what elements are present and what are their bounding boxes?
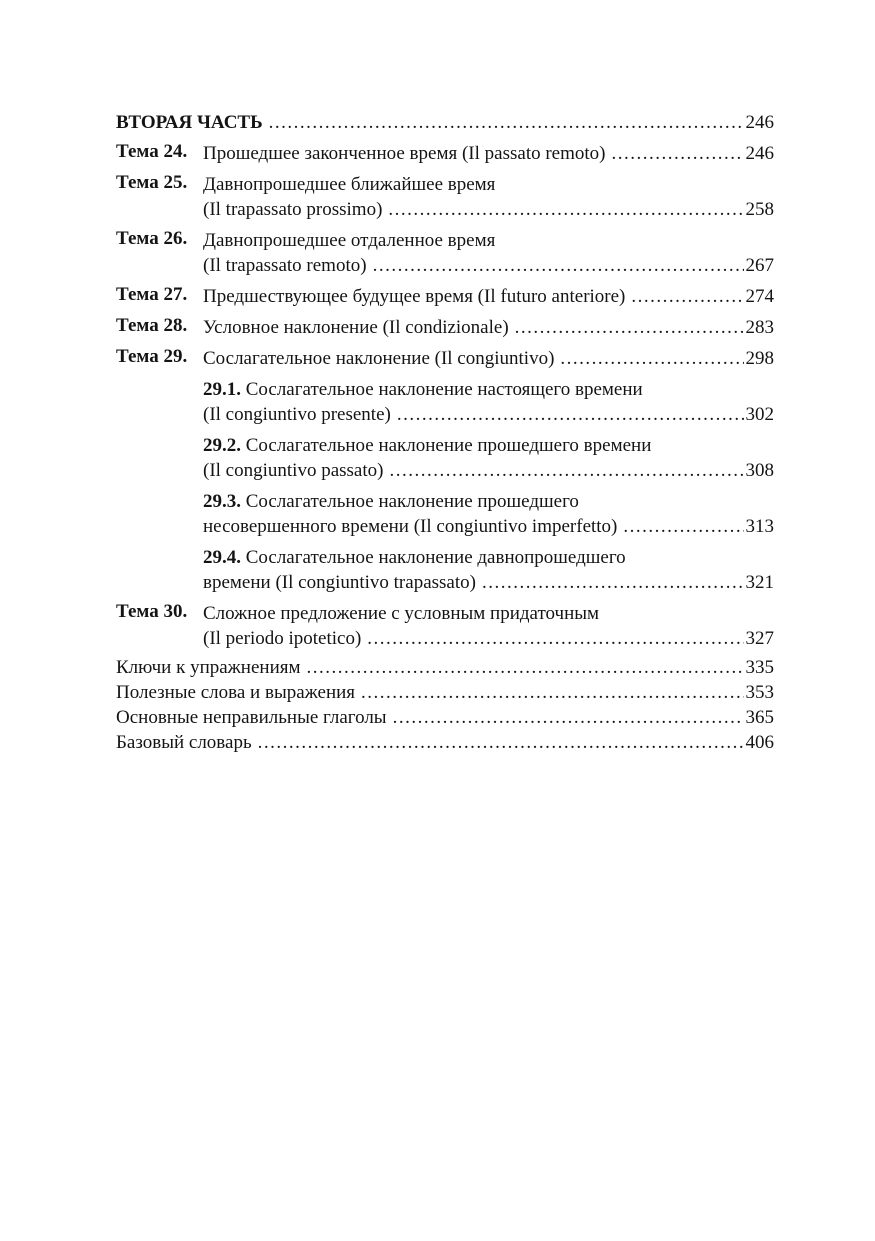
toc-entry-theme-27[interactable] bbox=[116, 284, 774, 309]
page-number: 267 bbox=[745, 255, 774, 276]
theme-label: Тема 30. bbox=[116, 601, 188, 622]
dot-leader bbox=[397, 402, 744, 427]
theme-label: Тема 27. bbox=[116, 284, 188, 305]
page-number: 246 bbox=[745, 143, 774, 164]
toc-subentry-29-1[interactable] bbox=[116, 377, 774, 427]
subtheme-title: Сослагательное наклонение настоящего времени bbox=[245, 379, 643, 400]
subtheme-number: 29.4. bbox=[203, 547, 241, 568]
dot-leader bbox=[258, 730, 744, 755]
page-number: 313 bbox=[745, 516, 774, 537]
theme-title: Предшествующее будущее время (Il futuro anteriore) bbox=[203, 286, 626, 307]
page-number: 246 bbox=[745, 112, 774, 133]
toc-appendix-irregular-verbs[interactable] bbox=[116, 705, 774, 730]
page-number: 274 bbox=[745, 286, 774, 307]
theme-title: Условное наклонение (Il condizionale) bbox=[203, 317, 509, 338]
dot-leader bbox=[612, 141, 744, 166]
subtheme-number: 29.1. bbox=[203, 379, 241, 400]
dot-leader bbox=[389, 458, 743, 483]
theme-title: Прошедшее законченное время (Il passato remoto) bbox=[203, 143, 606, 164]
page-number: 298 bbox=[745, 348, 774, 369]
subtheme-subtitle: (Il congiuntivo presente) bbox=[203, 404, 391, 425]
page-number: 365 bbox=[745, 707, 774, 728]
dot-leader bbox=[623, 514, 743, 539]
page-number: 327 bbox=[745, 628, 774, 649]
page-number: 283 bbox=[745, 317, 774, 338]
theme-title: Давнопрошедшее ближайшее время bbox=[203, 174, 496, 195]
dot-leader bbox=[388, 197, 743, 222]
toc-entry-theme-25[interactable] bbox=[116, 172, 774, 222]
subtheme-subtitle: (Il congiuntivo passato) bbox=[203, 460, 384, 481]
theme-label: Тема 26. bbox=[116, 228, 188, 249]
toc-subentry-29-3[interactable] bbox=[116, 489, 774, 539]
subtheme-title: Сослагательное наклонение прошедшего bbox=[245, 491, 579, 512]
page-number: 406 bbox=[745, 732, 774, 753]
toc-entry-theme-28[interactable] bbox=[116, 315, 774, 340]
page-number: 302 bbox=[745, 404, 774, 425]
dot-leader bbox=[482, 570, 744, 595]
theme-title: Давнопрошедшее отдаленное время bbox=[203, 230, 496, 251]
toc-appendix-useful-words[interactable] bbox=[116, 680, 774, 705]
subtheme-number: 29.2. bbox=[203, 435, 241, 456]
toc-appendix-keys[interactable] bbox=[116, 655, 774, 680]
theme-title: Сложное предложение с условным придаточным bbox=[203, 603, 600, 624]
page-number: 321 bbox=[745, 572, 774, 593]
toc-entry-theme-29[interactable] bbox=[116, 346, 774, 371]
theme-subtitle: (Il trapassato remoto) bbox=[203, 255, 367, 276]
dot-leader bbox=[631, 284, 743, 309]
theme-label: Тема 29. bbox=[116, 346, 188, 367]
appendix-title: Ключи к упражнениям bbox=[116, 657, 301, 678]
toc-entry-theme-24[interactable] bbox=[116, 141, 774, 166]
subtheme-number: 29.3. bbox=[203, 491, 241, 512]
page-number: 308 bbox=[745, 460, 774, 481]
page-number: 258 bbox=[745, 199, 774, 220]
dot-leader bbox=[361, 680, 743, 705]
theme-title: Сослагательное наклонение (Il congiuntivo) bbox=[203, 348, 555, 369]
theme-label: Тема 24. bbox=[116, 141, 188, 162]
theme-label: Тема 28. bbox=[116, 315, 188, 336]
dot-leader bbox=[269, 110, 744, 135]
toc-part-heading[interactable] bbox=[116, 110, 774, 135]
dot-leader bbox=[367, 626, 743, 651]
toc-subentry-29-4[interactable] bbox=[116, 545, 774, 595]
dot-leader bbox=[307, 655, 744, 680]
page-number: 353 bbox=[745, 682, 774, 703]
subtheme-subtitle: несовершенного времени (Il congiuntivo imperfetto) bbox=[203, 516, 618, 537]
toc-entry-theme-30[interactable] bbox=[116, 601, 774, 651]
toc-appendix-dictionary[interactable] bbox=[116, 730, 774, 755]
table-of-contents bbox=[116, 110, 774, 755]
dot-leader bbox=[515, 315, 744, 340]
appendix-title: Полезные слова и выражения bbox=[116, 682, 356, 703]
part-title: ВТОРАЯ ЧАСТЬ bbox=[116, 112, 263, 133]
theme-subtitle: (Il trapassato prossimo) bbox=[203, 199, 383, 220]
subtheme-subtitle: времени (Il congiuntivo trapassato) bbox=[203, 572, 476, 593]
page-number: 335 bbox=[745, 657, 774, 678]
dot-leader bbox=[393, 705, 744, 730]
appendix-title: Основные неправильные глаголы bbox=[116, 707, 387, 728]
theme-subtitle: (Il periodo ipotetico) bbox=[203, 628, 362, 649]
toc-subentry-29-2[interactable] bbox=[116, 433, 774, 483]
subtheme-title: Сослагательное наклонение давнопрошедшего bbox=[245, 547, 626, 568]
dot-leader bbox=[560, 346, 743, 371]
dot-leader bbox=[373, 253, 744, 278]
subtheme-title: Сослагательное наклонение прошедшего времени bbox=[245, 435, 652, 456]
toc-entry-theme-26[interactable] bbox=[116, 228, 774, 278]
appendix-title: Базовый словарь bbox=[116, 732, 252, 753]
theme-label: Тема 25. bbox=[116, 172, 188, 193]
